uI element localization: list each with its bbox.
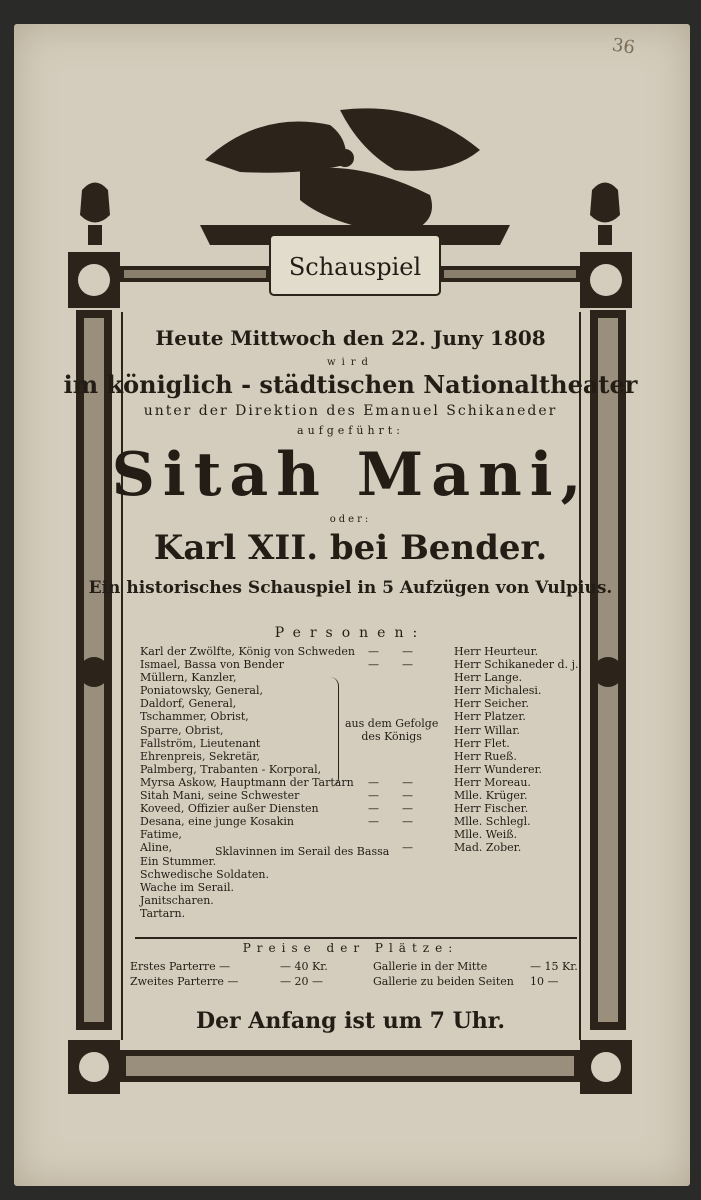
cast-actor: Herr Michalesi. [454,684,542,698]
direction-line: unter der Direktion des Emanuel Schikaneder [143,403,558,419]
cast-role: Sitah Mani, seine Schwester [140,789,300,803]
gefolge-note [345,717,438,743]
personen-heading: Personen: [274,625,427,641]
preise-heading: Preise der Plätze: [242,941,459,955]
cast-row [140,815,580,828]
cast-row [140,894,580,907]
price-right: Gallerie in der Mitte [373,960,488,973]
cast-actor: Herr Lange. [454,671,523,685]
cast-role: Tschammer, Obrist, [140,710,249,724]
oder-line: oder: [329,514,372,525]
cast-role: Fallström, Lieutenant [140,736,261,750]
cast-row [140,868,580,881]
play-title: Sitah Mani, [111,440,590,510]
cast-role: Myrsa Askow, Hauptmann der Tartarn [140,775,354,789]
cast-row [140,881,580,894]
cast-dash: — [402,789,413,803]
cast-actor: Mlle. Schlegl. [454,815,531,829]
cast-row [140,645,580,658]
cast-actor: Herr Willar. [454,723,520,737]
cast-dash: — [402,658,413,672]
sklavinnen-note: Sklavinnen im Serail des Bassa [215,845,390,858]
cast-role: Palmberg, Trabanten - Korporal, [140,762,322,776]
gefolge-line-2: des Königs [361,730,422,743]
cast-dash: — [368,645,381,658]
cast-role: Janitscharen. [140,893,214,907]
cast-role: Sparre, Obrist, [140,723,224,737]
cast-actor: Mad. Zober. [454,841,522,855]
cast-actor: Mlle. Weiß. [454,828,518,842]
cast-actor: Herr Fischer. [454,802,529,816]
cast-role: Daldorf, General, [140,697,237,711]
cast-role: Fatime, [140,828,182,842]
cast-dash: — [402,645,413,658]
cast-role: Desana, eine junge Kosakin [140,815,294,829]
cast-role: Tartarn. [140,906,186,920]
cast-row [140,750,580,763]
price-row [130,974,580,989]
aufgefuehrt-line: aufgeführt: [297,424,404,437]
cast-row [140,671,580,684]
play-genre: Ein historisches Schauspiel in 5 Aufzügen von Vulpius. [88,578,613,598]
price-left-val: — 20 — [280,975,323,988]
cast-actor: Herr Platzer. [454,710,526,724]
cast-dash: — [402,815,413,829]
gefolge-line-1: aus dem Gefolge [345,717,439,730]
cast-actor: Herr Seicher. [454,697,529,711]
price-left: Erstes Parterre — [130,960,231,973]
price-right: Gallerie zu beiden Seiten [373,975,514,988]
cast-row [140,802,580,815]
plaque-label: Schauspiel [288,253,422,281]
folio-number: 36 [610,34,637,59]
eagle-icon [205,108,480,235]
cast-role: Müllern, Kanzler, [140,671,237,685]
theater-line: im königlich - städtischen Nationaltheater [63,370,638,399]
cast-actor: Herr Schikaneder d. j. [454,658,579,672]
cast-actor: Herr Rueß. [454,749,517,763]
cast-dash: — [368,802,381,816]
cast-role: Ehrenpreis, Sekretär, [140,749,260,763]
cast-role: Poniatowsky, General, [140,684,263,698]
cast-role: Wache im Serail. [140,880,234,894]
cast-row [140,684,580,697]
price-right-val: — 15 Kr. [530,960,578,973]
cast-row [140,907,580,920]
cast-role: Ismael, Bassa von Bender [140,658,284,672]
gefolge-brace [330,677,339,787]
cast-row [140,776,580,789]
cast-actor: Herr Heurteur. [454,645,539,658]
cast-dash: — [368,775,381,789]
cast-role: Schwedische Soldaten. [140,867,269,881]
cast-role: Ein Stummer. [140,854,217,868]
cast-dash: — [368,789,381,803]
cast-actor: Herr Flet. [454,736,510,750]
cast-role: Aline, [140,841,173,855]
price-left: Zweites Parterre — [130,975,239,988]
cast-dash: — [402,802,413,816]
cast-role: Koveed, Offizier außer Diensten [140,802,319,816]
price-list [130,959,580,989]
wird-line: wird [327,357,374,368]
cast-actor: Herr Moreau. [454,775,531,789]
cast-row [140,763,580,776]
start-time: Der Anfang ist um 7 Uhr. [195,1008,506,1034]
cast-dash: — [368,815,381,829]
cast-dash: — [402,841,413,855]
price-right-val: 10 — [530,975,559,988]
cast-row [140,658,580,671]
cast-actor: Herr Wunderer. [454,762,543,776]
cast-row [140,828,580,841]
play-subtitle: Karl XII. bei Bender. [153,528,548,568]
cast-role: Karl der Zwölfte, König von Schweden [140,645,355,658]
price-row [130,959,580,974]
date-line: Heute Mittwoch den 22. Juny 1808 [155,326,546,350]
cast-actor: Mlle. Krüger. [454,789,528,803]
cast-dash: — [402,775,413,789]
cast-list [140,645,580,920]
cast-row [140,789,580,802]
price-left-val: — 40 Kr. [280,960,328,973]
cast-row [140,697,580,710]
cast-dash: — [368,658,381,672]
